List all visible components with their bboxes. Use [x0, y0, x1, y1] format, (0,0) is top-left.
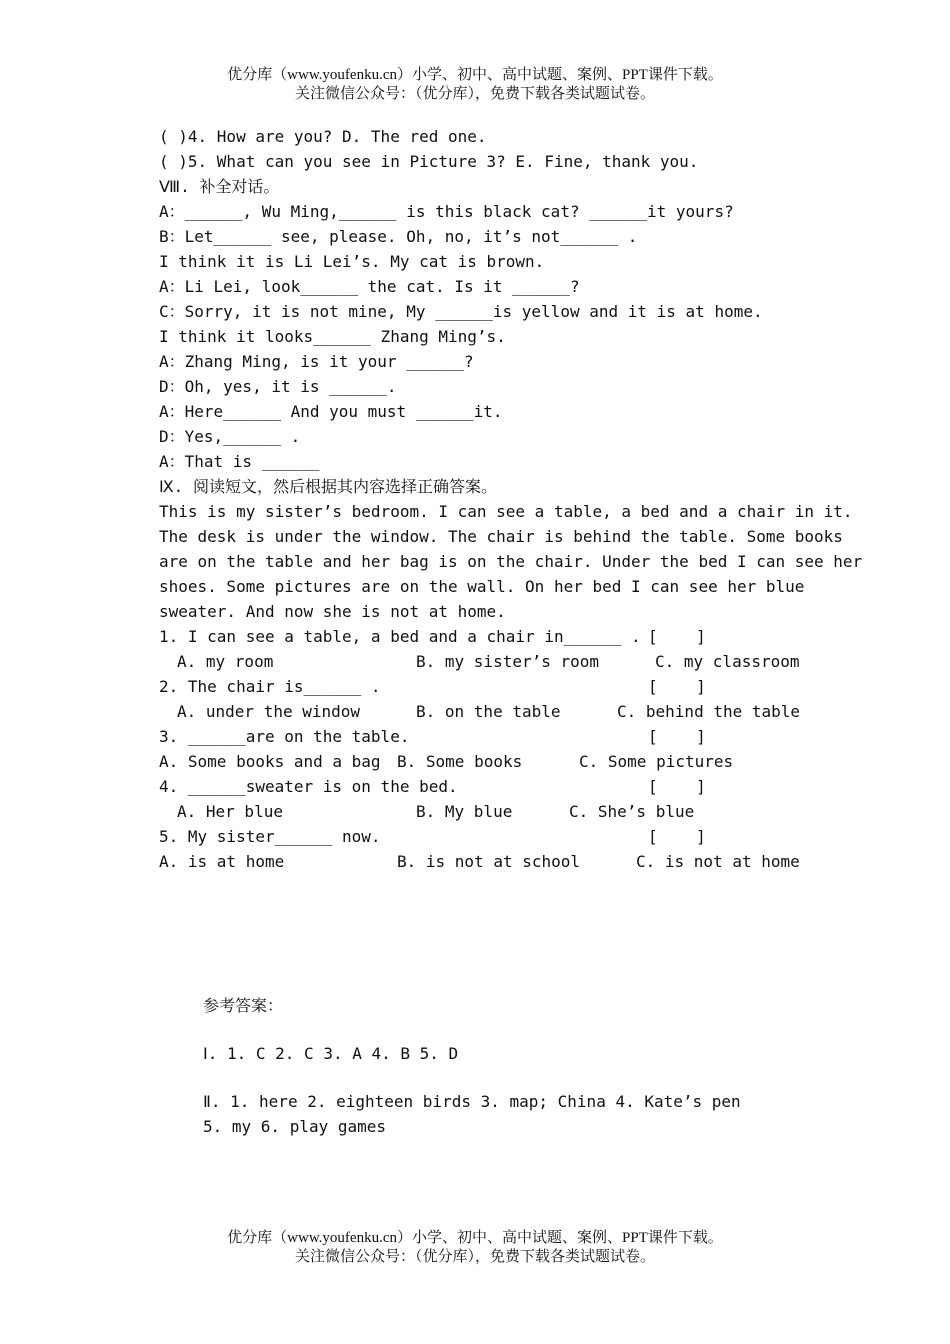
- dialogue-line: C：Sorry, it is not mine, My ______is yellow and it is at home.: [159, 302, 763, 321]
- option-b: B. is not at school: [397, 852, 581, 871]
- answers-title: 参考答案：: [203, 996, 284, 1015]
- dialogue-line: I think it looks______ Zhang Ming’s.: [159, 327, 506, 346]
- option-a: A. is at home: [159, 852, 285, 871]
- passage-line: shoes. Some pictures are on the wall. On her bed I can see her blue: [159, 577, 805, 596]
- answer-bracket: [ ]: [648, 627, 706, 646]
- question-5: 5. My sister______ now.: [159, 827, 381, 846]
- passage-line: are on the table and her bag is on the chair. Under the bed I can see her: [159, 552, 863, 571]
- matching-item-4: ( )4. How are you? D. The red one.: [159, 127, 487, 146]
- question-3: 3. ______are on the table.: [159, 727, 410, 746]
- dialogue-line: D：Yes,______ .: [159, 427, 301, 446]
- question-4: 4. ______sweater is on the bed.: [159, 777, 458, 796]
- dialogue-line: A：______, Wu Ming,______ is this black cat? ______it yours?: [159, 202, 734, 221]
- answers-part-2-cont: 5. my 6. play games: [203, 1117, 387, 1136]
- section-9-title: Ⅸ. 阅读短文，然后根据其内容选择正确答案。: [159, 477, 497, 496]
- option-b: B. my sister’s room: [416, 652, 600, 671]
- option-c: C. is not at home: [636, 852, 800, 871]
- option-b: B. on the table: [416, 702, 561, 721]
- option-c: C. behind the table: [617, 702, 801, 721]
- dialogue-line: A：Here______ And you must ______it.: [159, 402, 503, 421]
- footer-line-2: 关注微信公众号：（优分库），免费下载各类试题试卷。: [294, 1249, 655, 1265]
- answer-bracket: [ ]: [648, 827, 706, 846]
- passage-line: sweater. And now she is not at home.: [159, 602, 506, 621]
- matching-item-5: ( )5. What can you see in Picture 3? E. Fine, thank you.: [159, 152, 699, 171]
- footer-line-1: 优分库（www.youfenku.cn）小学、初中、高中试题、案例、PPT课件下载。: [227, 1230, 723, 1246]
- answer-bracket: [ ]: [648, 777, 706, 796]
- dialogue-line: B：Let______ see, please. Oh, no, it’s not______ .: [159, 227, 638, 246]
- option-c: C. She’s blue: [569, 802, 695, 821]
- question-1: 1. I can see a table, a bed and a chair in______ .: [159, 627, 641, 646]
- header-line-1: 优分库（www.youfenku.cn）小学、初中、高中试题、案例、PPT课件下载。: [227, 67, 723, 83]
- option-a: A. my room: [177, 652, 274, 671]
- option-a: A. under the window: [177, 702, 361, 721]
- section-8-title: Ⅷ. 补全对话。: [159, 177, 280, 196]
- header-line-2: 关注微信公众号：（优分库），免费下载各类试题试卷。: [294, 86, 655, 102]
- dialogue-line: D：Oh, yes, it is ______.: [159, 377, 397, 396]
- option-a: A. Some books and a bag: [159, 752, 381, 771]
- option-c: C. Some pictures: [579, 752, 734, 771]
- dialogue-line: A：Zhang Ming, is it your ______?: [159, 352, 474, 371]
- dialogue-line: A：Li Lei, look______ the cat. Is it ______?: [159, 277, 580, 296]
- answers-part-2: Ⅱ. 1. here 2. eighteen birds 3. map; China 4. Kate’s pen: [203, 1092, 741, 1111]
- passage-line: This is my sister’s bedroom. I can see a table, a bed and a chair in it.: [159, 502, 853, 521]
- question-2: 2. The chair is______ .: [159, 677, 381, 696]
- option-c: C. my classroom: [655, 652, 800, 671]
- dialogue-line: A：That is ______: [159, 452, 320, 471]
- option-a: A. Her blue: [177, 802, 283, 821]
- dialogue-line: I think it is Li Lei’s. My cat is brown.: [159, 252, 545, 271]
- passage-line: The desk is under the window. The chair is behind the table. Some books: [159, 527, 843, 546]
- option-b: B. My blue: [416, 802, 513, 821]
- answer-bracket: [ ]: [648, 727, 706, 746]
- answers-part-1: Ⅰ. 1. C 2. C 3. A 4. B 5. D: [203, 1044, 459, 1063]
- answer-bracket: [ ]: [648, 677, 706, 696]
- option-b: B. Some books: [397, 752, 523, 771]
